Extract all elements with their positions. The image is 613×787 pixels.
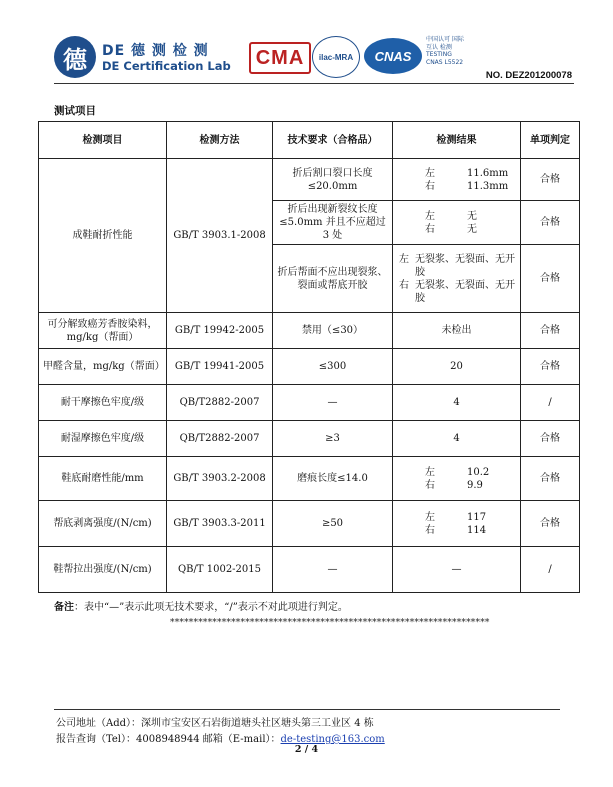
table-row <box>39 385 580 421</box>
method-cell: GB/T 19941-2005 <box>167 349 273 385</box>
requirement-cell: ≥50 <box>273 501 393 547</box>
requirement-cell: — <box>273 385 393 421</box>
remark-label: 备注 <box>54 602 74 613</box>
result-cell: 左 10.2 右 9.9 <box>393 457 521 501</box>
method-cell: GB/T 3903.2-2008 <box>167 457 273 501</box>
remark <box>54 598 348 613</box>
method-cell: GB/T 3903.3-2011 <box>167 501 273 547</box>
requirement-cell: 折后割口裂口长度≤20.0mm <box>273 159 393 201</box>
col-header-result: 检测结果 <box>393 122 521 159</box>
cma-logo-icon: CMA <box>249 42 311 74</box>
de-logo-icon: 德 <box>54 36 96 78</box>
col-header-method: 检测方法 <box>167 122 273 159</box>
results-table <box>38 121 580 593</box>
header-divider <box>54 83 574 84</box>
table-row <box>39 421 580 457</box>
requirement-cell: ≤300 <box>273 349 393 385</box>
requirement-cell: — <box>273 547 393 593</box>
result-cell: 未检出 <box>393 313 521 349</box>
table-row <box>39 457 580 501</box>
result-cell: 4 <box>393 421 521 457</box>
email-link[interactable]: de-testing@163.com <box>280 734 385 745</box>
footer-divider <box>54 709 560 710</box>
col-header-judgement: 单项判定 <box>521 122 580 159</box>
cnas-accreditation-text: 中国认可 国际互认 检测 TESTING CNAS L5522 <box>426 36 464 66</box>
judgement-cell: 合格 <box>521 457 580 501</box>
end-of-report-stars: ******************************************************************** <box>170 618 490 628</box>
item-cell: 耐湿摩擦色牢度/级 <box>39 421 167 457</box>
method-cell: QB/T2882-2007 <box>167 385 273 421</box>
method-cell: GB/T 3903.1-2008 <box>167 159 273 313</box>
table-row <box>39 349 580 385</box>
item-cell: 鞋帮拉出强度/(N/cm) <box>39 547 167 593</box>
table-row <box>39 159 580 201</box>
judgement-cell: 合格 <box>521 245 580 313</box>
requirement-cell: 磨痕长度≤14.0 <box>273 457 393 501</box>
judgement-cell: 合格 <box>521 349 580 385</box>
item-cell: 帮底剥离强度/(N/cm) <box>39 501 167 547</box>
result-cell: 左 117 右 114 <box>393 501 521 547</box>
method-cell: GB/T 19942-2005 <box>167 313 273 349</box>
table-row <box>39 501 580 547</box>
result-cell: — <box>393 547 521 593</box>
section-title: 测试项目 <box>54 105 96 117</box>
result-cell: 20 <box>393 349 521 385</box>
judgement-cell: 合格 <box>521 159 580 201</box>
item-cell: 可分解致癌芳香胺染料，mg/kg（帮面） <box>39 313 167 349</box>
remark-text: ：表中“—”表示此项无技术要求，“/”表示不对此项进行判定。 <box>74 602 348 613</box>
col-header-item: 检测项目 <box>39 122 167 159</box>
judgement-cell: / <box>521 547 580 593</box>
result-cell: 左 11.6mm 右 11.3mm <box>393 159 521 201</box>
footer-contact: 报告查询（Tel）：4008948944 邮箱（E-mail）：de-testing@163.com <box>56 734 385 745</box>
cnas-logo-icon: CNAS <box>364 38 422 74</box>
result-cell: 左 无裂浆、无裂面、无开胶 右 无裂浆、无裂面、无开胶 <box>393 245 521 313</box>
method-cell: QB/T 1002-2015 <box>167 547 273 593</box>
judgement-cell: 合格 <box>521 201 580 245</box>
page-number: 2 / 4 <box>294 744 319 755</box>
table-row <box>39 313 580 349</box>
judgement-cell: 合格 <box>521 421 580 457</box>
requirement-cell: 禁用（≤30） <box>273 313 393 349</box>
item-cell: 鞋底耐磨性能/mm <box>39 457 167 501</box>
requirement-cell: 折后帮面不应出现裂浆、裂面或帮底开胶 <box>273 245 393 313</box>
requirement-cell: 折后出现新裂纹长度≤5.0mm 并且不应超过 3 处 <box>273 201 393 245</box>
ilac-mra-logo-icon: ilac-MRA <box>312 36 360 78</box>
brand-subtitle: DE Certification Lab <box>102 59 231 73</box>
result-cell: 左 无 右 无 <box>393 201 521 245</box>
item-cell: 甲醛含量，mg/kg（帮面） <box>39 349 167 385</box>
table-row <box>39 547 580 593</box>
report-header <box>54 34 574 84</box>
method-cell: QB/T2882-2007 <box>167 421 273 457</box>
judgement-cell: 合格 <box>521 313 580 349</box>
judgement-cell: / <box>521 385 580 421</box>
judgement-cell: 合格 <box>521 501 580 547</box>
result-cell: 4 <box>393 385 521 421</box>
item-cell: 成鞋耐折性能 <box>39 159 167 313</box>
footer-address: 公司地址（Add）：深圳市宝安区石岩街道塘头社区塘头第三工业区 4 栋 <box>56 718 374 729</box>
report-number: NO. DEZ201200078 <box>485 70 572 81</box>
item-cell: 耐干摩擦色牢度/级 <box>39 385 167 421</box>
brand-name: DE 德 测 检 测 <box>102 43 209 59</box>
table-header-row <box>39 122 580 159</box>
col-header-requirement: 技术要求（合格品） <box>273 122 393 159</box>
requirement-cell: ≥3 <box>273 421 393 457</box>
